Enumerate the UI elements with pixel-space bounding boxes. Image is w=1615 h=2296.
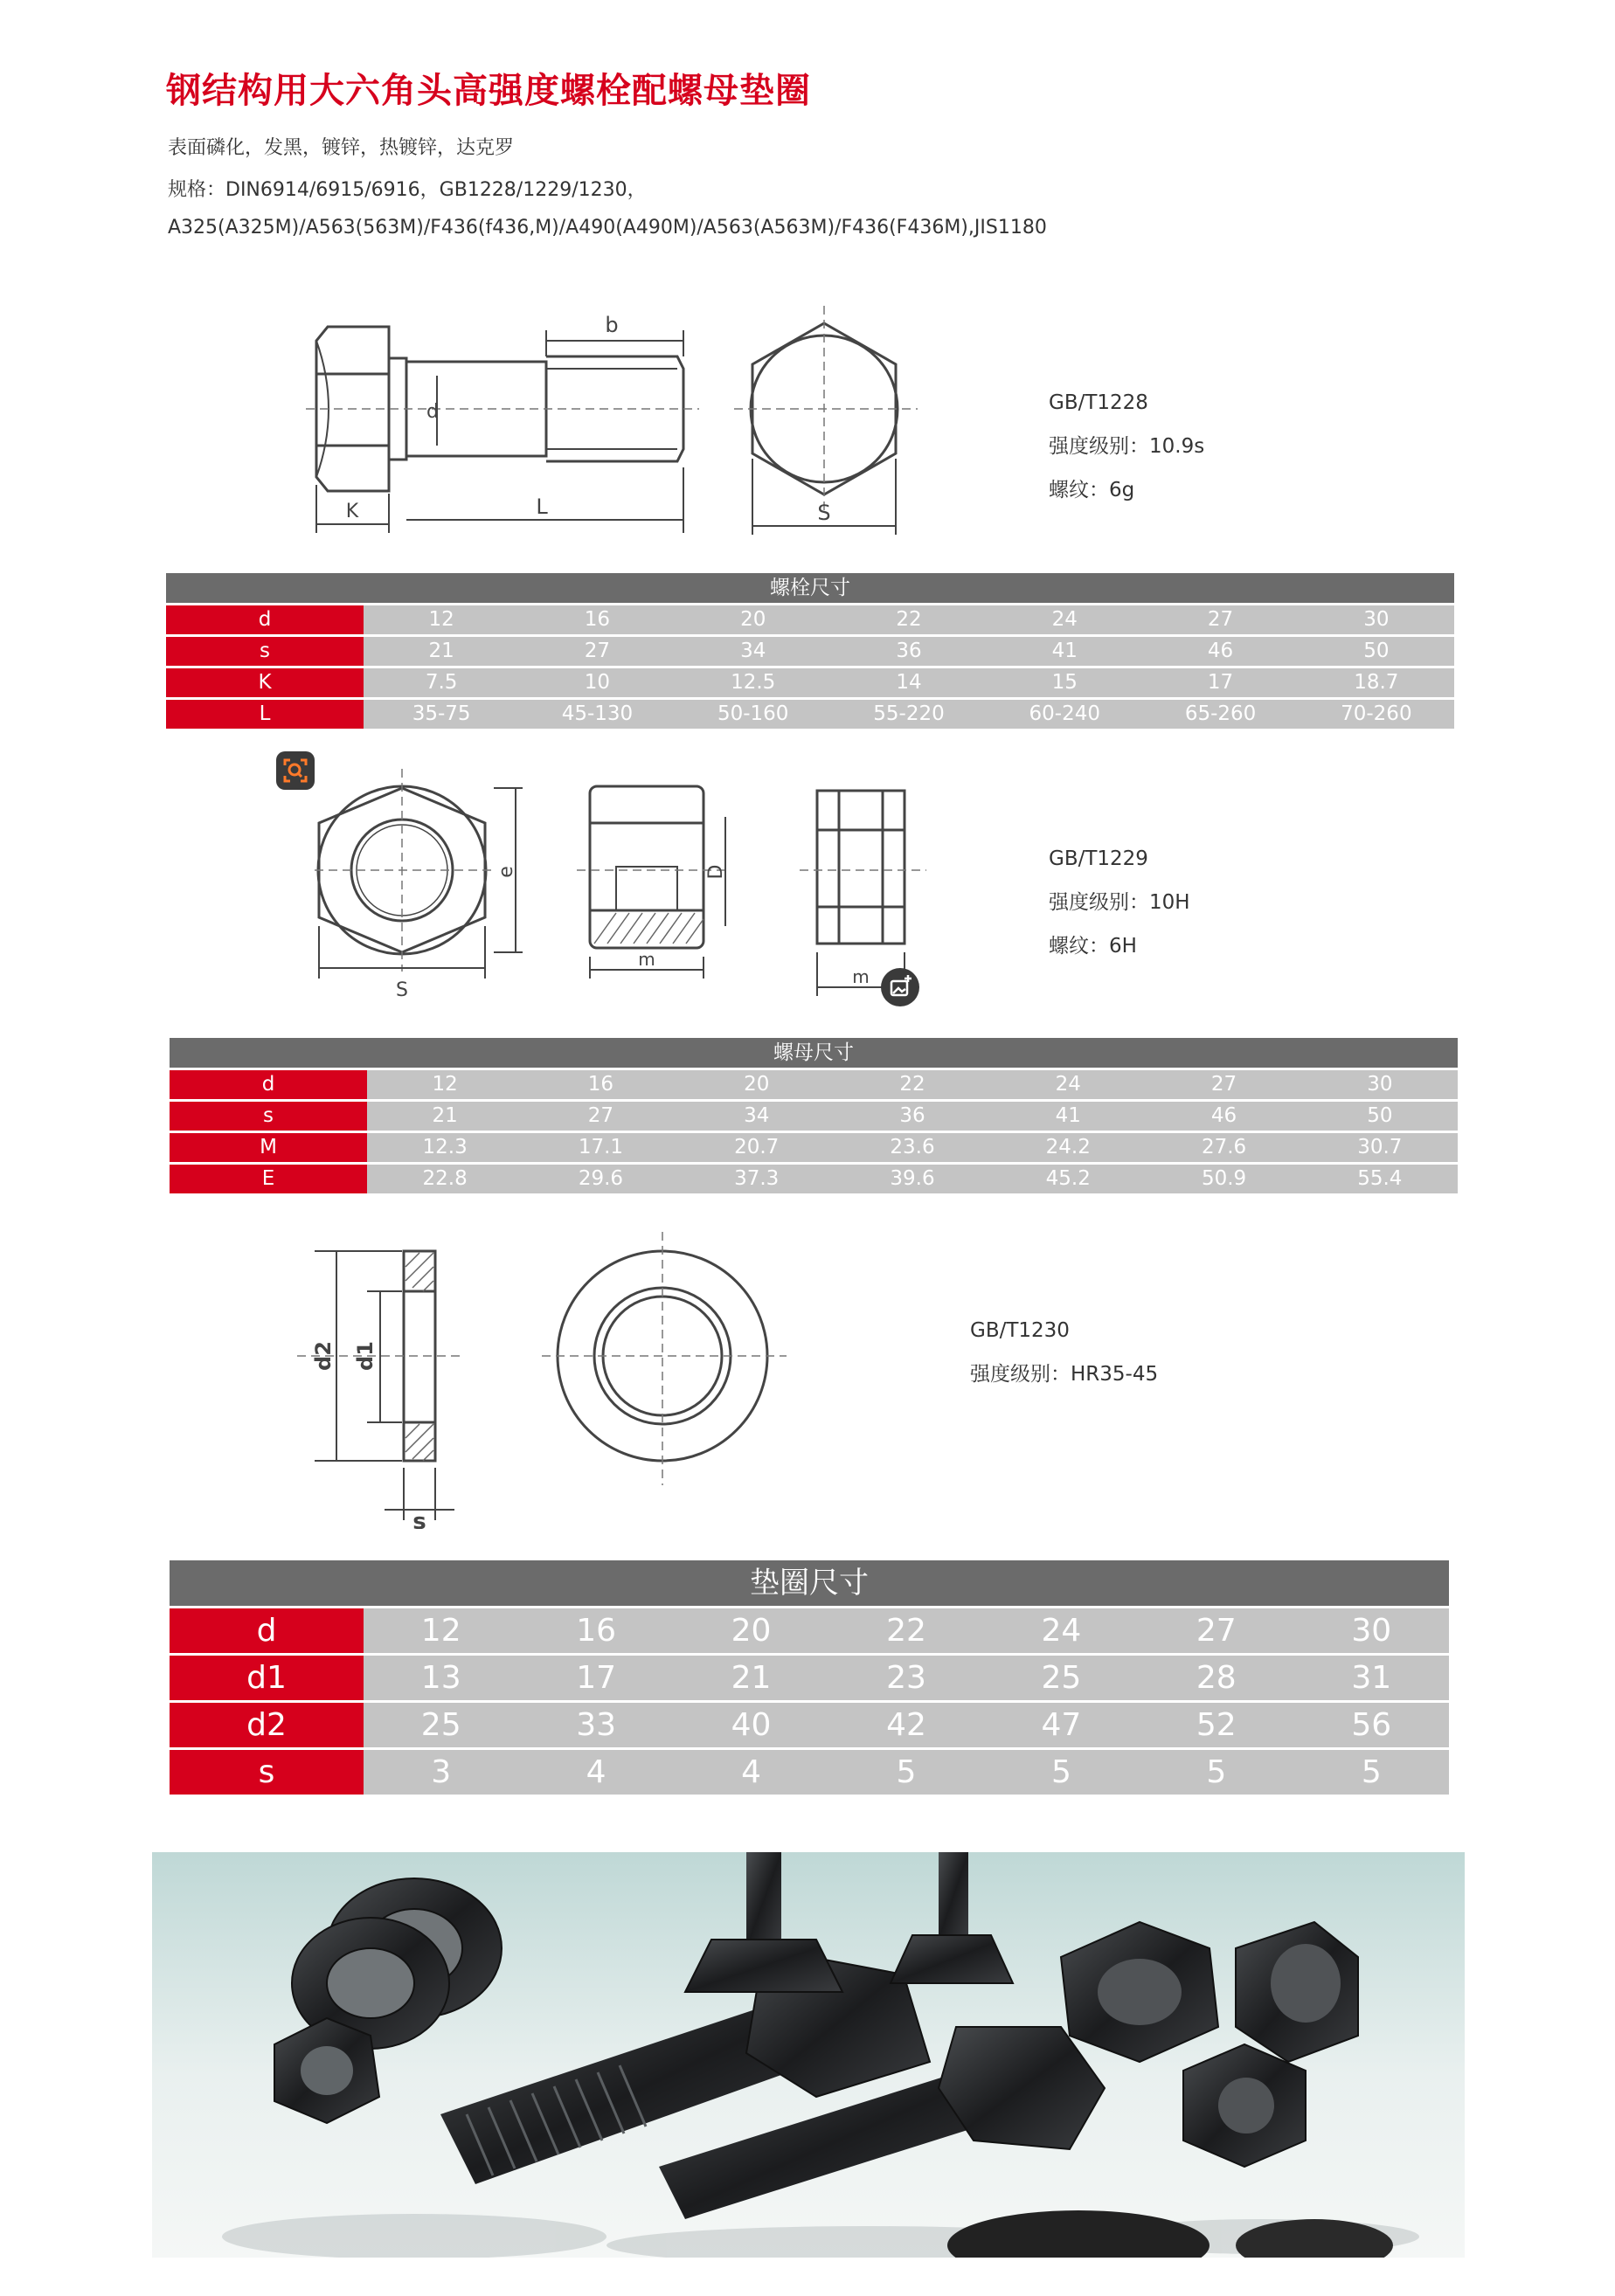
washer-drawing [297, 1232, 787, 1529]
nut-label-d: D [705, 864, 727, 880]
nut-grade: 强度级别：10H [1049, 891, 1190, 914]
table-cell: 35-75 [364, 699, 519, 730]
table-cell: 27 [1146, 1069, 1301, 1101]
table-cell: 42 [828, 1702, 983, 1749]
bolt-label-k: K [345, 501, 359, 522]
row-label: E [170, 1164, 367, 1195]
table-row [170, 1655, 1449, 1702]
nut-label-e: e [496, 866, 517, 878]
row-label: d [170, 1608, 364, 1655]
table-cell: 39.6 [835, 1164, 990, 1195]
table-cell: 22 [831, 605, 987, 636]
table-cell: 17 [518, 1655, 673, 1702]
table-cell: 40 [674, 1702, 828, 1749]
table-cell: 22.8 [367, 1164, 523, 1195]
row-label: d [170, 1069, 367, 1101]
row-label: d [166, 605, 364, 636]
nut-thread: 螺纹：6H [1049, 935, 1137, 958]
table-title: 垫圈尺寸 [170, 1560, 1449, 1608]
bolt-label-d: d [426, 401, 439, 423]
table-cell: 27 [1139, 1608, 1293, 1655]
table-cell: 3 [364, 1749, 518, 1796]
table-cell: 22 [828, 1608, 983, 1655]
row-label: d1 [170, 1655, 364, 1702]
table-cell: 18.7 [1299, 667, 1454, 699]
row-label: s [170, 1749, 364, 1796]
washer-spec-block [970, 1309, 1158, 1396]
row-label: K [166, 667, 364, 699]
table-cell: 4 [518, 1749, 673, 1796]
spec-line-2: A325(A325M)/A563(563M)/F436(f436,M)/A490(A490M)/A563(A563M)/F436(F436M),JIS1180 [168, 217, 1047, 239]
table-cell: 65-260 [1142, 699, 1298, 730]
product-photo [152, 1852, 1465, 2258]
table-cell: 16 [523, 1069, 678, 1101]
table-row [170, 1749, 1449, 1796]
washer-label-s: s [412, 1509, 426, 1529]
washer-grade: 强度级别：HR35-45 [970, 1363, 1159, 1386]
row-label: s [170, 1101, 367, 1132]
row-label: s [166, 636, 364, 667]
nut-label-s: S [396, 979, 408, 1001]
table-cell: 12 [364, 1608, 518, 1655]
table-cell: 60-240 [987, 699, 1142, 730]
washer-standard: GB/T1230 [970, 1319, 1070, 1342]
bolt-dimension-table [166, 573, 1454, 731]
bolt-label-l: L [536, 494, 548, 519]
table-cell: 41 [987, 636, 1142, 667]
table-cell: 5 [828, 1749, 983, 1796]
table-cell: 50 [1302, 1101, 1458, 1132]
table-cell: 12.5 [676, 667, 831, 699]
table-cell: 12.3 [367, 1132, 523, 1164]
table-cell: 23.6 [835, 1132, 990, 1164]
bolt-label-b: b [605, 313, 619, 337]
table-row [166, 636, 1454, 667]
bolt-label-s: S [817, 501, 831, 525]
nut-drawing [315, 769, 944, 1013]
table-cell: 10 [519, 667, 675, 699]
nut-label-m: m [638, 949, 655, 970]
washer-label-d2: d2 [311, 1341, 336, 1371]
table-cell: 20 [679, 1069, 835, 1101]
table-cell: 21 [364, 636, 519, 667]
table-row [170, 1101, 1458, 1132]
table-title: 螺栓尺寸 [166, 573, 1454, 605]
table-row [166, 699, 1454, 730]
table-cell: 56 [1294, 1702, 1449, 1749]
bolt-grade: 强度级别：10.9s [1049, 435, 1205, 458]
table-cell: 47 [984, 1702, 1139, 1749]
table-cell: 17.1 [523, 1132, 678, 1164]
table-cell: 24 [987, 605, 1142, 636]
table-row [170, 1164, 1458, 1195]
table-cell: 12 [364, 605, 519, 636]
table-cell: 34 [679, 1101, 835, 1132]
washer-dimension-table [170, 1560, 1449, 1797]
add-image-button[interactable] [881, 968, 919, 1006]
table-cell: 17 [1142, 667, 1298, 699]
table-cell: 21 [674, 1655, 828, 1702]
table-cell: 30.7 [1302, 1132, 1458, 1164]
table-cell: 55.4 [1302, 1164, 1458, 1195]
table-cell: 24.2 [990, 1132, 1146, 1164]
table-cell: 50-160 [676, 699, 831, 730]
table-cell: 20 [674, 1608, 828, 1655]
table-cell: 36 [831, 636, 987, 667]
table-cell: 16 [519, 605, 675, 636]
nut-dimension-table [170, 1038, 1458, 1196]
table-cell: 12 [367, 1069, 523, 1101]
bolt-thread: 螺纹：6g [1049, 479, 1135, 501]
nut-standard: GB/T1229 [1049, 847, 1148, 870]
table-cell: 55-220 [831, 699, 987, 730]
table-cell: 45-130 [519, 699, 675, 730]
table-cell: 13 [364, 1655, 518, 1702]
table-cell: 14 [831, 667, 987, 699]
row-label: L [166, 699, 364, 730]
table-cell: 33 [518, 1702, 673, 1749]
bolt-spec-block [1049, 381, 1204, 512]
table-cell: 25 [984, 1655, 1139, 1702]
table-cell: 30 [1294, 1608, 1449, 1655]
table-cell: 29.6 [523, 1164, 678, 1195]
table-cell: 27 [519, 636, 675, 667]
table-cell: 37.3 [679, 1164, 835, 1195]
table-cell: 27 [523, 1101, 678, 1132]
add-image-icon [881, 968, 919, 1006]
table-row [170, 1132, 1458, 1164]
table-row [170, 1608, 1449, 1655]
table-cell: 15 [987, 667, 1142, 699]
table-cell: 27 [1142, 605, 1298, 636]
scan-search-icon [276, 751, 315, 790]
surface-treatment-line: 表面磷化，发黑，镀锌，热镀锌，达克罗 [168, 137, 515, 159]
bolt-drawing [306, 306, 935, 542]
table-cell: 46 [1142, 636, 1298, 667]
table-cell: 25 [364, 1702, 518, 1749]
scan-search-button[interactable] [276, 751, 315, 790]
spec-line-1: 规格：DIN6914/6915/6916，GB1228/1229/1230， [168, 179, 647, 201]
table-cell: 4 [674, 1749, 828, 1796]
table-cell: 34 [676, 636, 831, 667]
nut-spec-block [1049, 837, 1190, 968]
table-cell: 24 [984, 1608, 1139, 1655]
table-cell: 5 [1294, 1749, 1449, 1796]
row-label: M [170, 1132, 367, 1164]
table-cell: 7.5 [364, 667, 519, 699]
table-cell: 23 [828, 1655, 983, 1702]
table-cell: 20 [676, 605, 831, 636]
table-cell: 30 [1302, 1069, 1458, 1101]
table-cell: 5 [1139, 1749, 1293, 1796]
table-cell: 24 [990, 1069, 1146, 1101]
table-cell: 16 [518, 1608, 673, 1655]
nut-label-m2: m [852, 966, 870, 987]
table-cell: 22 [835, 1069, 990, 1101]
washer-label-d1: d1 [353, 1341, 378, 1371]
table-cell: 41 [990, 1101, 1146, 1132]
table-row [170, 1069, 1458, 1101]
table-cell: 52 [1139, 1702, 1293, 1749]
table-row [166, 605, 1454, 636]
table-cell: 50.9 [1146, 1164, 1301, 1195]
table-cell: 50 [1299, 636, 1454, 667]
table-cell: 20.7 [679, 1132, 835, 1164]
table-cell: 21 [367, 1101, 523, 1132]
table-cell: 30 [1299, 605, 1454, 636]
table-cell: 36 [835, 1101, 990, 1132]
table-cell: 45.2 [990, 1164, 1146, 1195]
table-cell: 46 [1146, 1101, 1301, 1132]
table-cell: 31 [1294, 1655, 1449, 1702]
table-cell: 5 [984, 1749, 1139, 1796]
bolt-standard: GB/T1228 [1049, 391, 1148, 414]
page-title: 钢结构用大六角头高强度螺栓配螺母垫圈 [166, 71, 811, 111]
table-cell: 28 [1139, 1655, 1293, 1702]
table-cell: 27.6 [1146, 1132, 1301, 1164]
table-cell: 70-260 [1299, 699, 1454, 730]
row-label: d2 [170, 1702, 364, 1749]
table-row [170, 1702, 1449, 1749]
table-title: 螺母尺寸 [170, 1038, 1458, 1069]
table-row [166, 667, 1454, 699]
